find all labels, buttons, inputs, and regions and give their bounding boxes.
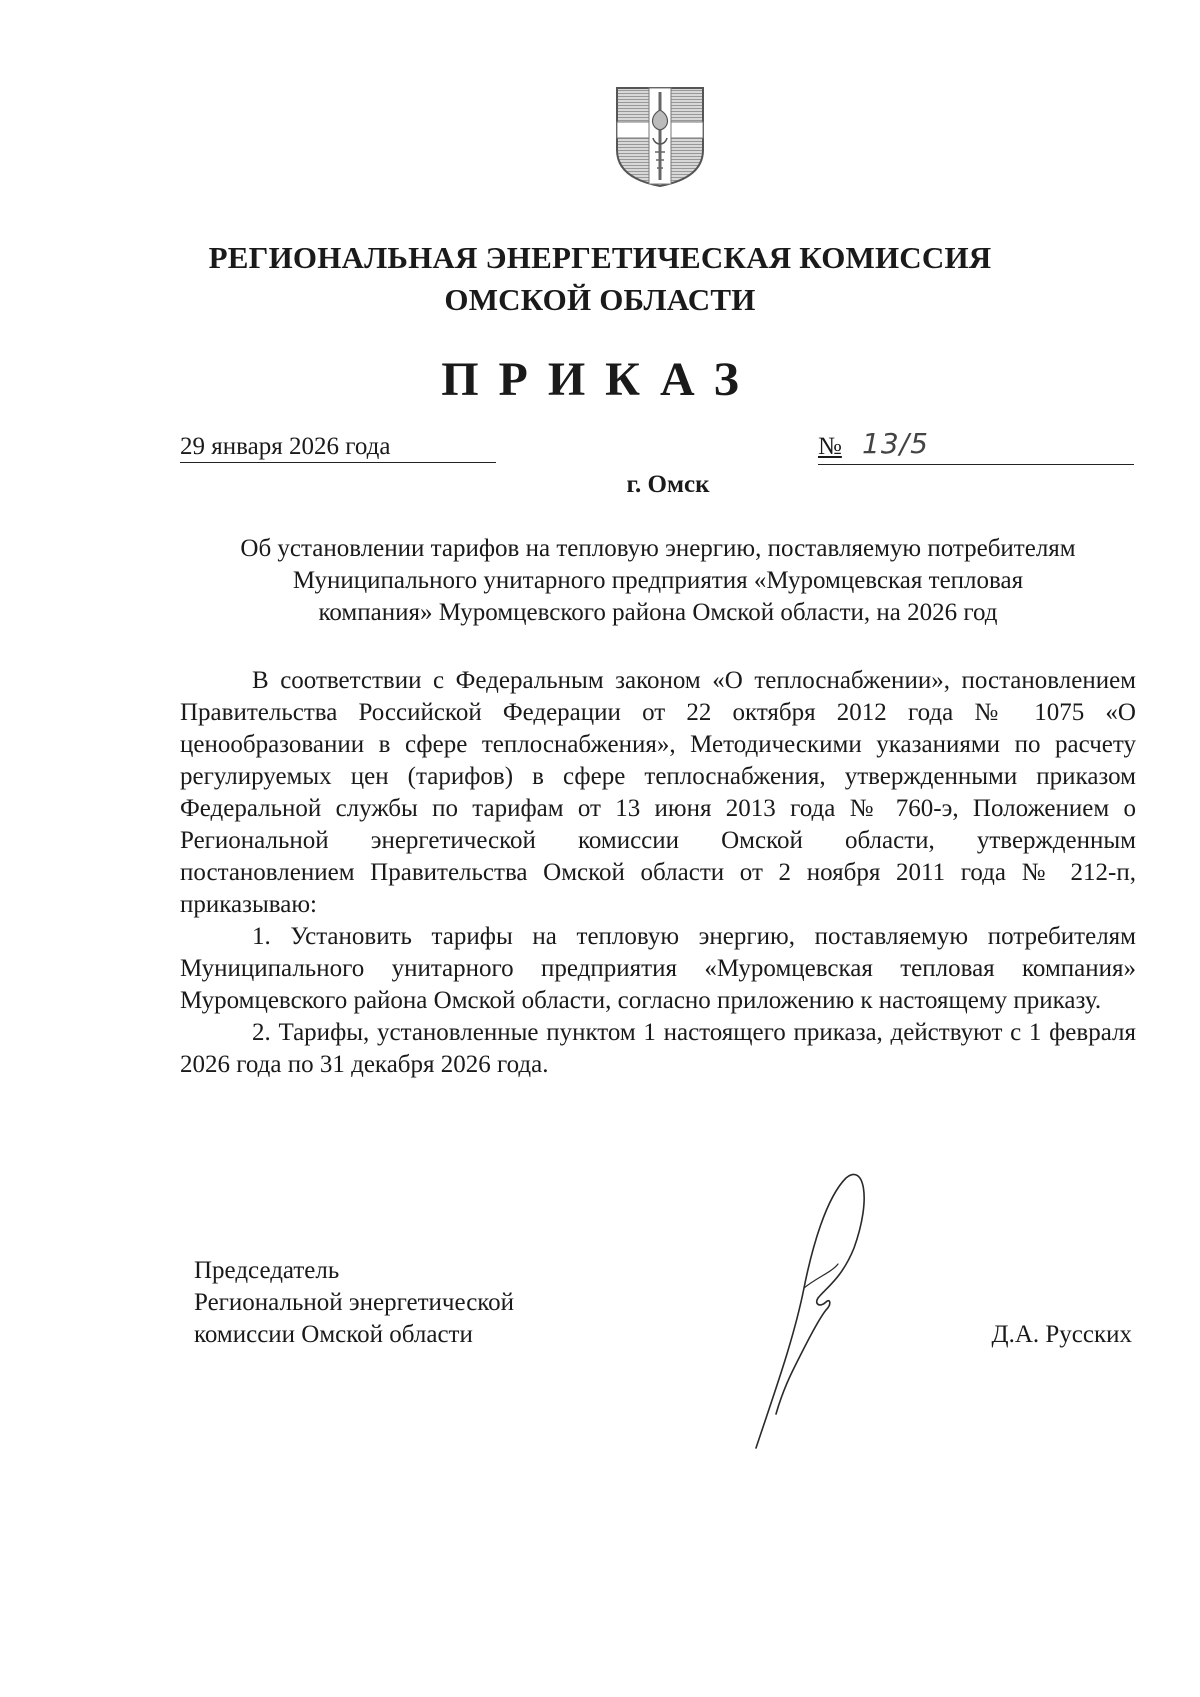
- body-item-2: 2. Тарифы, установленные пунктом 1 настоящего приказа, действуют с 1 февраля 2026 года по 31 декабря 2026 года.: [180, 1019, 1136, 1078]
- document-date: 29 января 2026 года: [180, 432, 496, 463]
- document-type-title: ПРИКАЗ: [441, 353, 759, 406]
- body-preamble: В соответствии с Федеральным законом «О теплоснабжении», постановлением Правительства Российской Федерации от 22 октября 2012 года № 1075 «О ценообразовании в сфере теплоснабжения», Методическими указаниями по расчету регулируемых цен (тарифов) в сфере теплоснабжения, утвержденными приказом Федеральной службы по тарифам от 13 июня 2013 года № 760-э, Положением о Региональной энергетической комиссии Омской области, утвержденным постановлением Правительства Омской области от 2 ноября 2011 года № 212-п, приказываю:: [180, 667, 1136, 918]
- document-city: г. Омск: [626, 471, 710, 498]
- document-subject: [180, 533, 1136, 629]
- document-body: [180, 665, 1136, 1081]
- document-number-line: [818, 464, 1134, 465]
- organization-name-line2: ОМСКОЙ ОБЛАСТИ: [444, 282, 756, 317]
- coat-of-arms-icon: [611, 80, 709, 188]
- signer-position-line2: Региональной энергетической: [194, 1289, 515, 1316]
- subject-line2: Муниципального унитарного предприятия «Муромцевская тепловая: [292, 567, 1024, 594]
- document-number-label: №: [818, 433, 842, 460]
- organization-name-line1: РЕГИОНАЛЬНАЯ ЭНЕРГЕТИЧЕСКАЯ КОМИССИЯ: [208, 240, 992, 275]
- subject-line1: Об установлении тарифов на тепловую энергию, поставляемую потребителям: [240, 535, 1076, 562]
- signer-name: Д.А. Русских: [991, 1321, 1132, 1348]
- body-item-1: 1. Установить тарифы на тепловую энергию, поставляемую потребителям Муниципального унитарного предприятия «Муромцевская тепловая компания» Муромцевского района Омской области, согласно приложению к настоящему приказу.: [180, 923, 1136, 1014]
- subject-line3: компания» Муромцевского района Омской области, на 2026 год: [318, 599, 998, 626]
- signer-position-line1: Председатель: [194, 1257, 340, 1284]
- handwritten-signature: [746, 1168, 886, 1453]
- signer-position-line3: комиссии Омской области: [194, 1321, 473, 1348]
- document-number: 13/5: [862, 427, 929, 460]
- signer-position: [194, 1255, 514, 1351]
